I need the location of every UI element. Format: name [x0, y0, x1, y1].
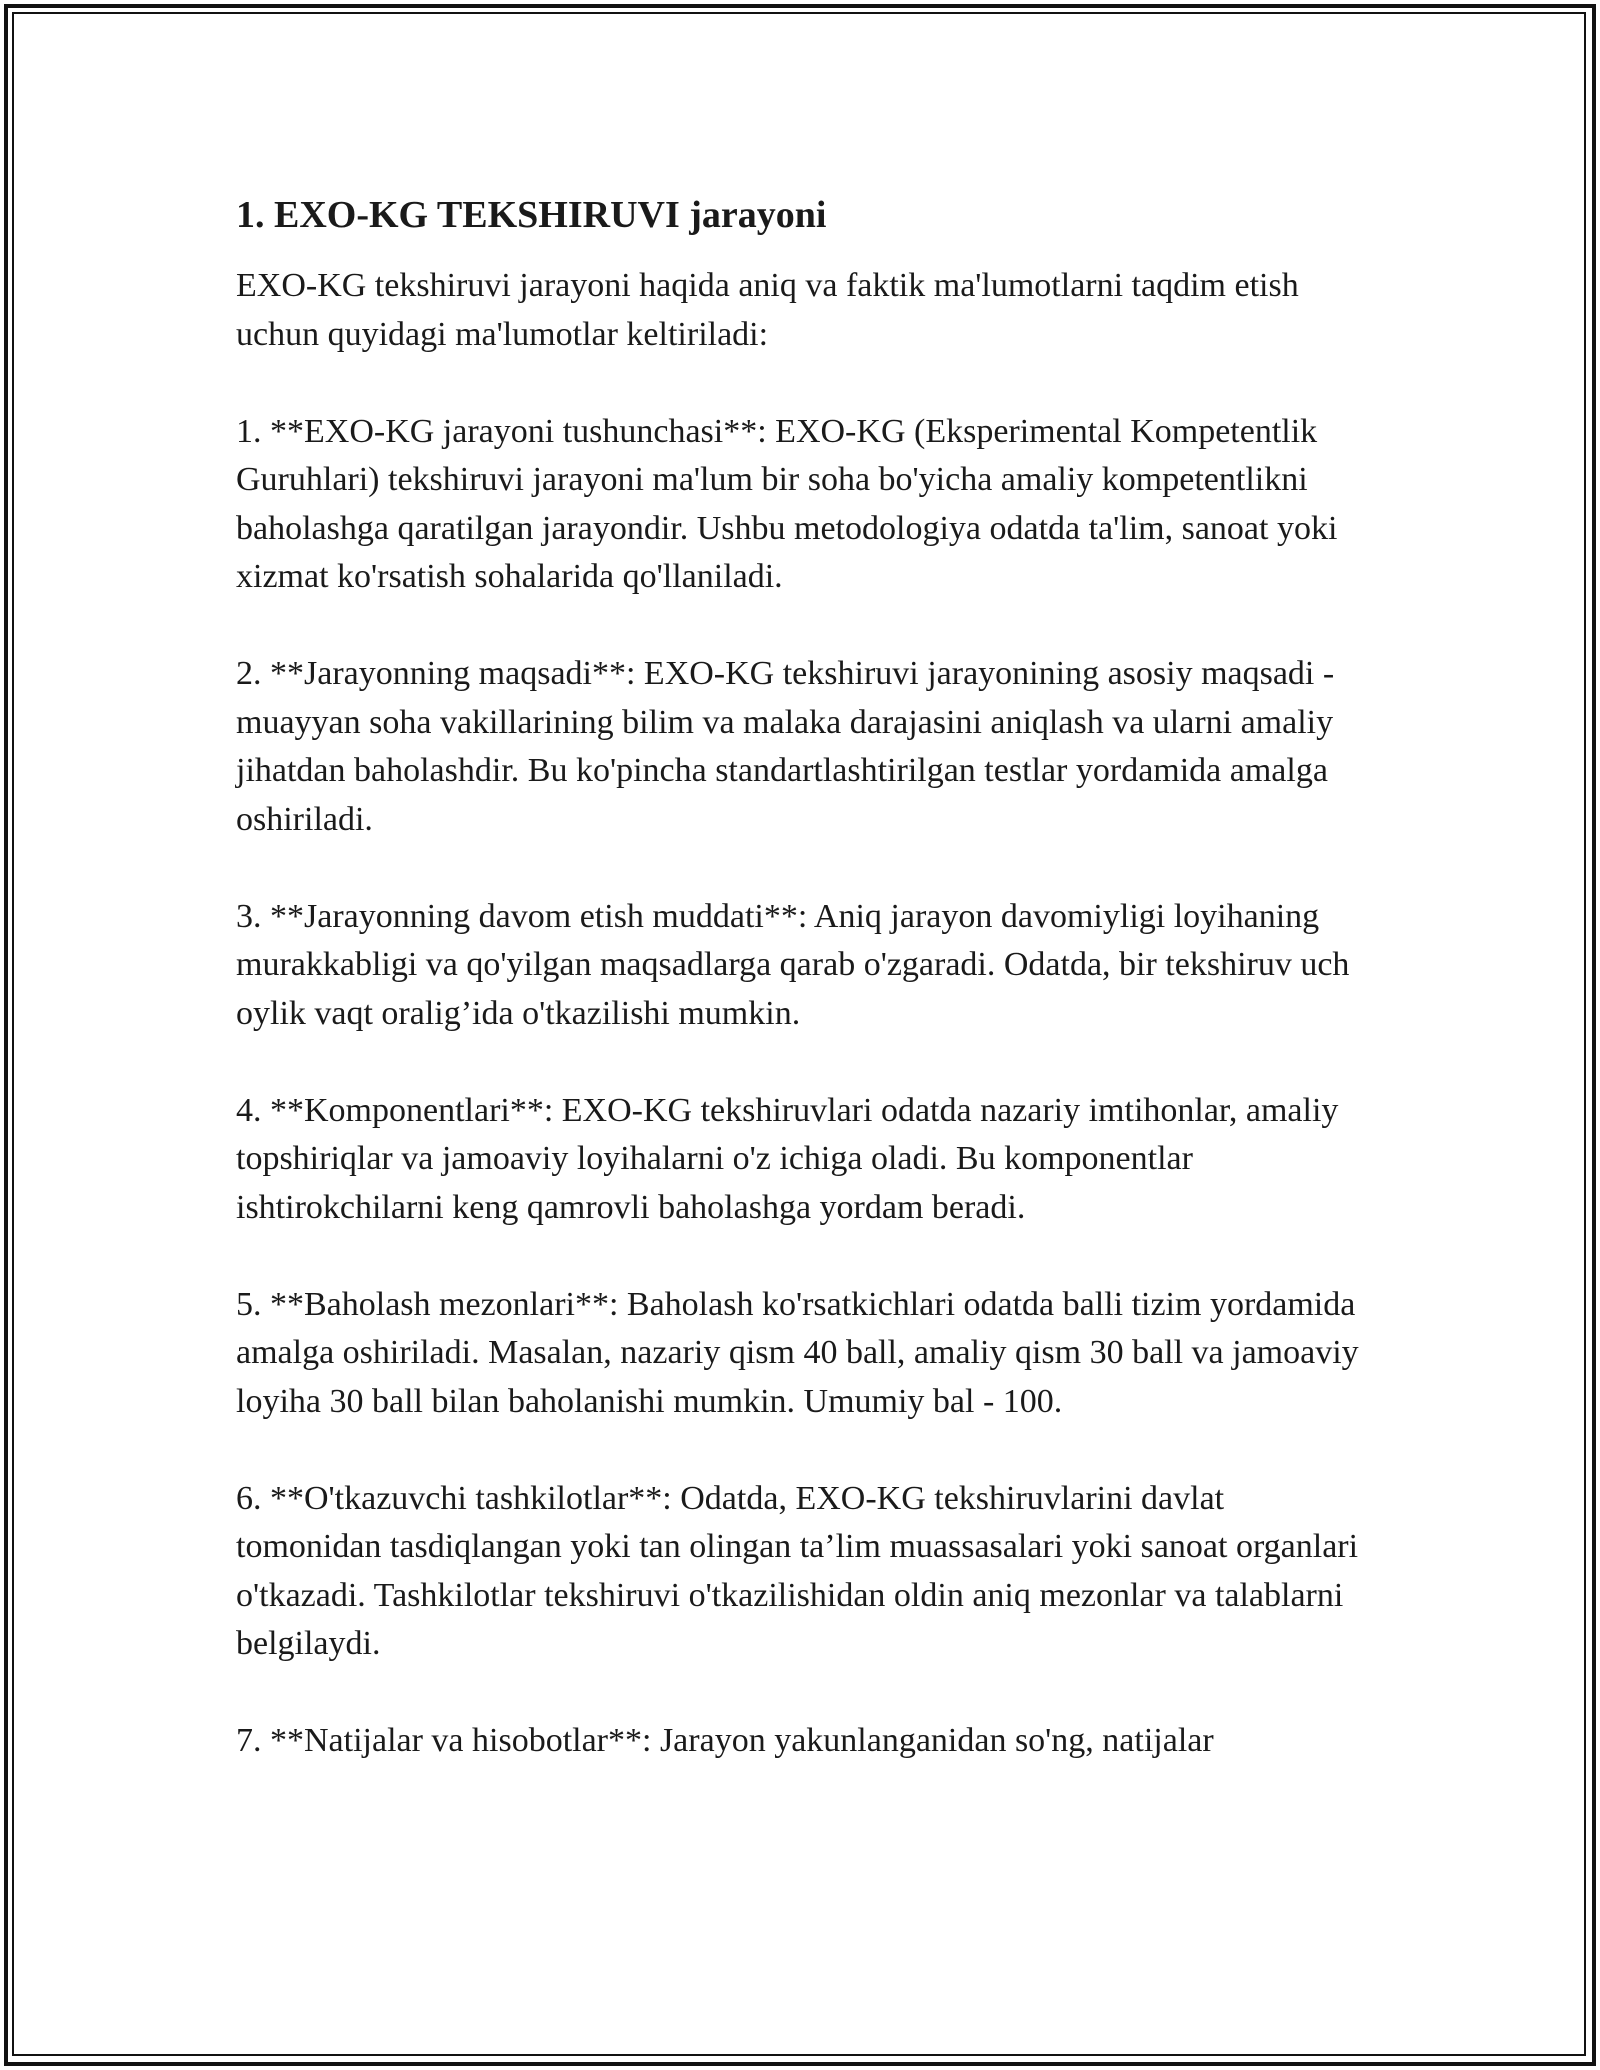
list-item: 4. **Komponentlari**: EXO-KG tekshiruvlari odatda nazariy imtihonlar, amaliy topshiriqlar va jamoaviy loyihalarni o'z ichiga oladi. Bu komponentlar ishtirokchilarni keng qamrovli baholashga yordam beradi.: [236, 1091, 1339, 1226]
document-title: 1. EXO-KG TEKSHIRUVI jarayoni: [236, 194, 827, 236]
list-item: 5. **Baholash mezonlari**: Baholash ko'rsatkichlari odatda balli tizim yordamida amalga oshiriladi. Masalan, nazariy qism 40 ball, amaliy qism 30 ball va jamoaviy loyiha 30 ball bilan baholanishi mumkin. Umumiy bal - 100.: [236, 1285, 1359, 1420]
list-item: 1. **EXO-KG jarayoni tushunchasi**: EXO-KG (Eksperimental Kompetentlik Guruhlari) tekshiruvi jarayoni ma'lum bir soha bo'yicha amaliy kompetentlikni baholashga qaratilgan jarayondir. Ushbu metodologiya odatda ta'lim, sanoat yoki xizmat ko'rsatish sohalarida qo'llaniladi.: [236, 412, 1338, 595]
document-body: [236, 186, 1366, 1766]
intro-paragraph: EXO-KG tekshiruvi jarayoni haqida aniq va faktik ma'lumotlarni taqdim etish uchun quyidagi ma'lumotlar keltiriladi:: [236, 267, 1299, 353]
list-item: 2. **Jarayonning maqsadi**: EXO-KG tekshiruvi jarayonining asosiy maqsadi - muayyan soha vakillarining bilim va malaka darajasini aniqlash va ularni amaliy jihatdan baholashdir. Bu ko'pincha standartlashtirilgan testlar yordamida amalga oshiriladi.: [236, 655, 1335, 838]
list-item: 6. **O'tkazuvchi tashkilotlar**: Odatda, EXO-KG tekshiruvlarini davlat tomonidan tasdiqlangan yoki tan olingan ta’lim muassasalari yoki sanoat organlari o'tkazadi. Tashkilotlar tekshiruvi o'tkazilishidan oldin aniq mezonlar va talablarni belgilaydi.: [236, 1479, 1359, 1662]
list-item: 7. **Natijalar va hisobotlar**: Jarayon yakunlanganidan so'ng, natijalar: [236, 1722, 1214, 1759]
list-item: 3. **Jarayonning davom etish muddati**: Aniq jarayon davomiyligi loyihaning murakkabligi va qo'yilgan maqsadlarga qarab o'zgaradi. Odatda, bir tekshiruv uch oylik vaqt oralig’ida o'tkazilishi mumkin.: [236, 897, 1350, 1032]
